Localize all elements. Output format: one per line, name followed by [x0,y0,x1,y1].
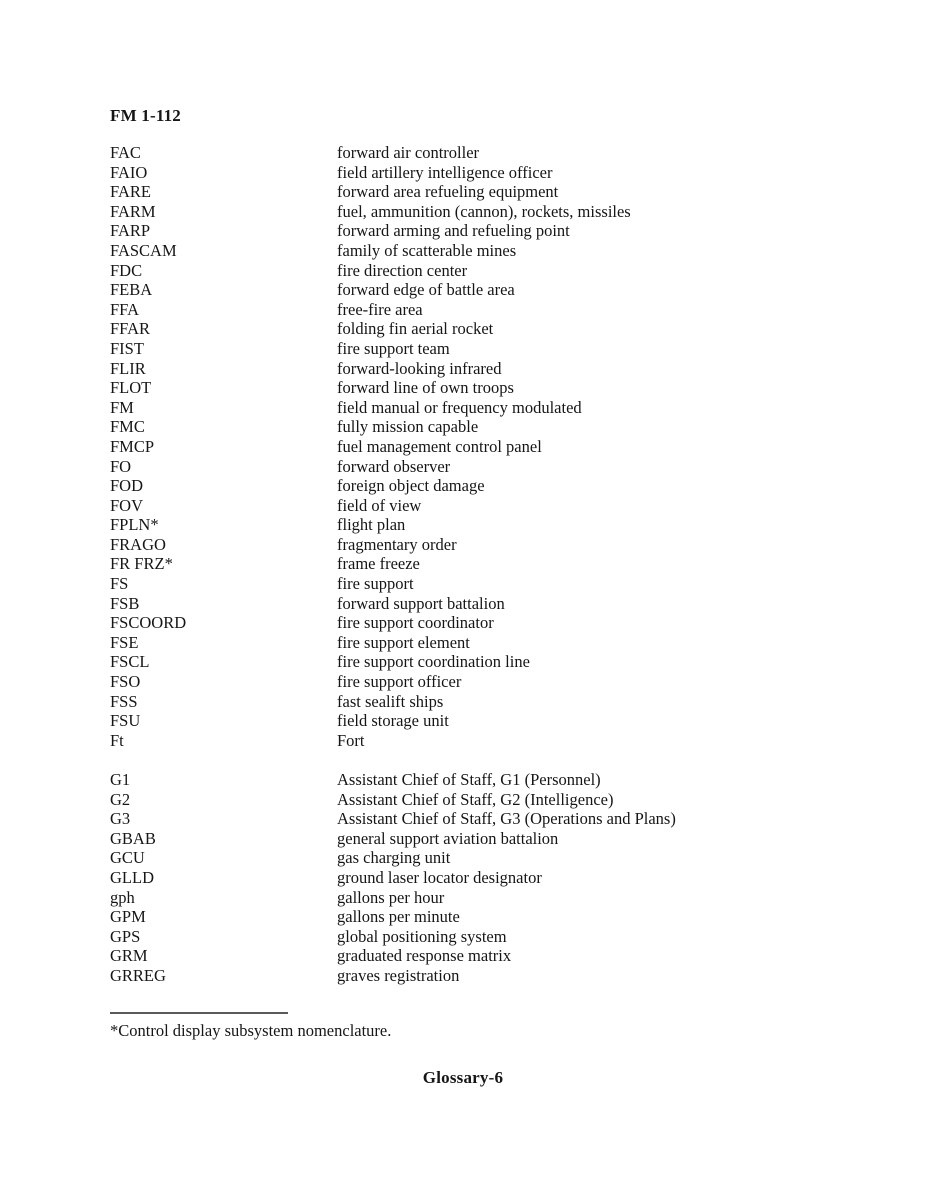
glossary-definition: fire support coordinator [337,613,494,633]
glossary-term: GRREG [110,965,166,985]
glossary-definition: fire support [337,574,414,594]
glossary-term: FMCP [110,436,155,456]
glossary-definition: fire direction center [337,260,468,280]
glossary-term: FARM [110,201,156,221]
glossary-section [110,770,830,986]
glossary-definition: forward support battalion [337,593,505,613]
glossary-row [110,378,830,398]
glossary-term: Ft [110,730,124,750]
footnote-text: *Control display subsystem nomenclature. [110,1021,392,1040]
glossary-row [110,809,830,829]
glossary-row [110,359,830,379]
glossary-term: FPLN* [110,515,159,535]
glossary-definition: global positioning system [337,926,507,946]
glossary-definition: fire support coordination line [337,652,530,672]
glossary-row [110,261,830,281]
glossary-term: FSO [110,672,141,692]
glossary-row [110,241,830,261]
glossary-row [110,692,830,712]
glossary-row [110,202,830,222]
glossary-term: FR FRZ* [110,554,173,574]
glossary-term: FFAR [110,319,151,339]
glossary-definition: field artillery intelligence officer [337,162,553,182]
glossary-term: FMC [110,417,145,437]
glossary-term: FARP [110,221,151,241]
glossary-definition: fire support team [337,338,450,358]
glossary-term: FAC [110,143,141,162]
glossary-definition: Fort [337,730,365,750]
glossary-term: gph [110,887,135,907]
glossary-definition: fuel, ammunition (cannon), rockets, missiles [337,201,631,221]
glossary-definition: gallons per hour [337,887,445,907]
glossary-definition: fast sealift ships [337,691,444,711]
glossary-term: FASCAM [110,240,177,260]
glossary-row [110,770,830,790]
glossary-row [110,633,830,653]
glossary-row [110,280,830,300]
glossary-list [110,143,830,986]
glossary-definition: field of view [337,495,422,515]
glossary-term: FDC [110,260,143,280]
glossary-term: FRAGO [110,534,166,554]
glossary-definition: forward-looking infrared [337,358,502,378]
glossary-row [110,398,830,418]
glossary-row [110,457,830,477]
glossary-term: FSCL [110,652,150,672]
document-header: FM 1-112 [110,106,182,125]
glossary-row [110,927,830,947]
glossary-definition: fuel management control panel [337,436,542,456]
glossary-term: GRM [110,946,148,966]
glossary-row [110,907,830,927]
glossary-definition: forward line of own troops [337,378,514,398]
glossary-term: FSS [110,691,138,711]
glossary-term: GPM [110,907,146,927]
glossary-row [110,790,830,810]
glossary-term: FAIO [110,162,148,182]
glossary-definition: Assistant Chief of Staff, G2 (Intelligence) [337,789,614,809]
glossary-row [110,417,830,437]
glossary-definition: field storage unit [337,711,449,731]
glossary-definition: fragmentary order [337,534,457,554]
glossary-term: G1 [110,770,131,789]
footnote-block [110,1012,710,1041]
glossary-row [110,652,830,672]
glossary-term: FSB [110,593,140,613]
glossary-term: GCU [110,848,145,868]
glossary-term: FIST [110,338,144,358]
glossary-row [110,966,830,986]
glossary-row [110,731,830,751]
glossary-row [110,182,830,202]
glossary-term: G2 [110,789,131,809]
glossary-row [110,476,830,496]
glossary-row [110,613,830,633]
glossary-definition: forward edge of battle area [337,280,515,300]
glossary-definition: fully mission capable [337,417,479,437]
page-number-label: Glossary-6 [422,1068,504,1087]
glossary-row [110,437,830,457]
glossary-row [110,672,830,692]
glossary-row [110,946,830,966]
glossary-row [110,574,830,594]
glossary-section [110,143,830,750]
glossary-row [110,163,830,183]
glossary-term: FFA [110,299,140,319]
glossary-definition: flight plan [337,515,406,535]
glossary-definition: graves registration [337,965,460,985]
glossary-definition: gas charging unit [337,848,451,868]
glossary-definition: family of scatterable mines [337,240,517,260]
glossary-term: FSE [110,632,139,652]
glossary-term: GBAB [110,828,156,848]
glossary-row [110,496,830,516]
glossary-definition: foreign object damage [337,476,485,496]
glossary-row [110,319,830,339]
glossary-row [110,594,830,614]
glossary-term: FARE [110,182,151,202]
glossary-term: FS [110,574,129,594]
glossary-term: FOV [110,495,144,515]
glossary-definition: folding fin aerial rocket [337,319,494,339]
glossary-definition: free-fire area [337,299,423,319]
glossary-definition: frame freeze [337,554,420,574]
glossary-row [110,535,830,555]
glossary-definition: ground laser locator designator [337,867,542,887]
glossary-term: FLOT [110,378,152,398]
glossary-row [110,300,830,320]
glossary-term: G3 [110,809,131,829]
glossary-row [110,221,830,241]
glossary-definition: field manual or frequency modulated [337,397,582,417]
glossary-definition: forward observer [337,456,451,476]
glossary-row [110,711,830,731]
glossary-definition: Assistant Chief of Staff, G3 (Operations and Plans) [337,809,676,829]
glossary-definition: general support aviation battalion [337,828,559,848]
glossary-row [110,554,830,574]
glossary-row [110,848,830,868]
glossary-row [110,868,830,888]
glossary-definition: Assistant Chief of Staff, G1 (Personnel) [337,770,601,789]
glossary-term: FLIR [110,358,146,378]
glossary-term: FEBA [110,280,153,300]
glossary-term: FSCOORD [110,613,187,633]
glossary-row [110,829,830,849]
glossary-definition: gallons per minute [337,907,460,927]
glossary-term: GPS [110,926,141,946]
glossary-definition: fire support officer [337,672,462,692]
glossary-term: FOD [110,476,144,496]
glossary-definition: forward arming and refueling point [337,221,570,241]
glossary-definition: forward air controller [337,143,480,162]
glossary-row [110,888,830,908]
glossary-definition: graduated response matrix [337,946,512,966]
glossary-term: FSU [110,711,141,731]
glossary-row [110,515,830,535]
glossary-term: FM [110,397,134,417]
glossary-definition: fire support element [337,632,470,652]
glossary-term: FO [110,456,132,476]
glossary-row [110,143,830,163]
glossary-definition: forward area refueling equipment [337,182,559,202]
glossary-row [110,339,830,359]
footnote-rule [110,1012,288,1014]
glossary-term: GLLD [110,867,154,887]
